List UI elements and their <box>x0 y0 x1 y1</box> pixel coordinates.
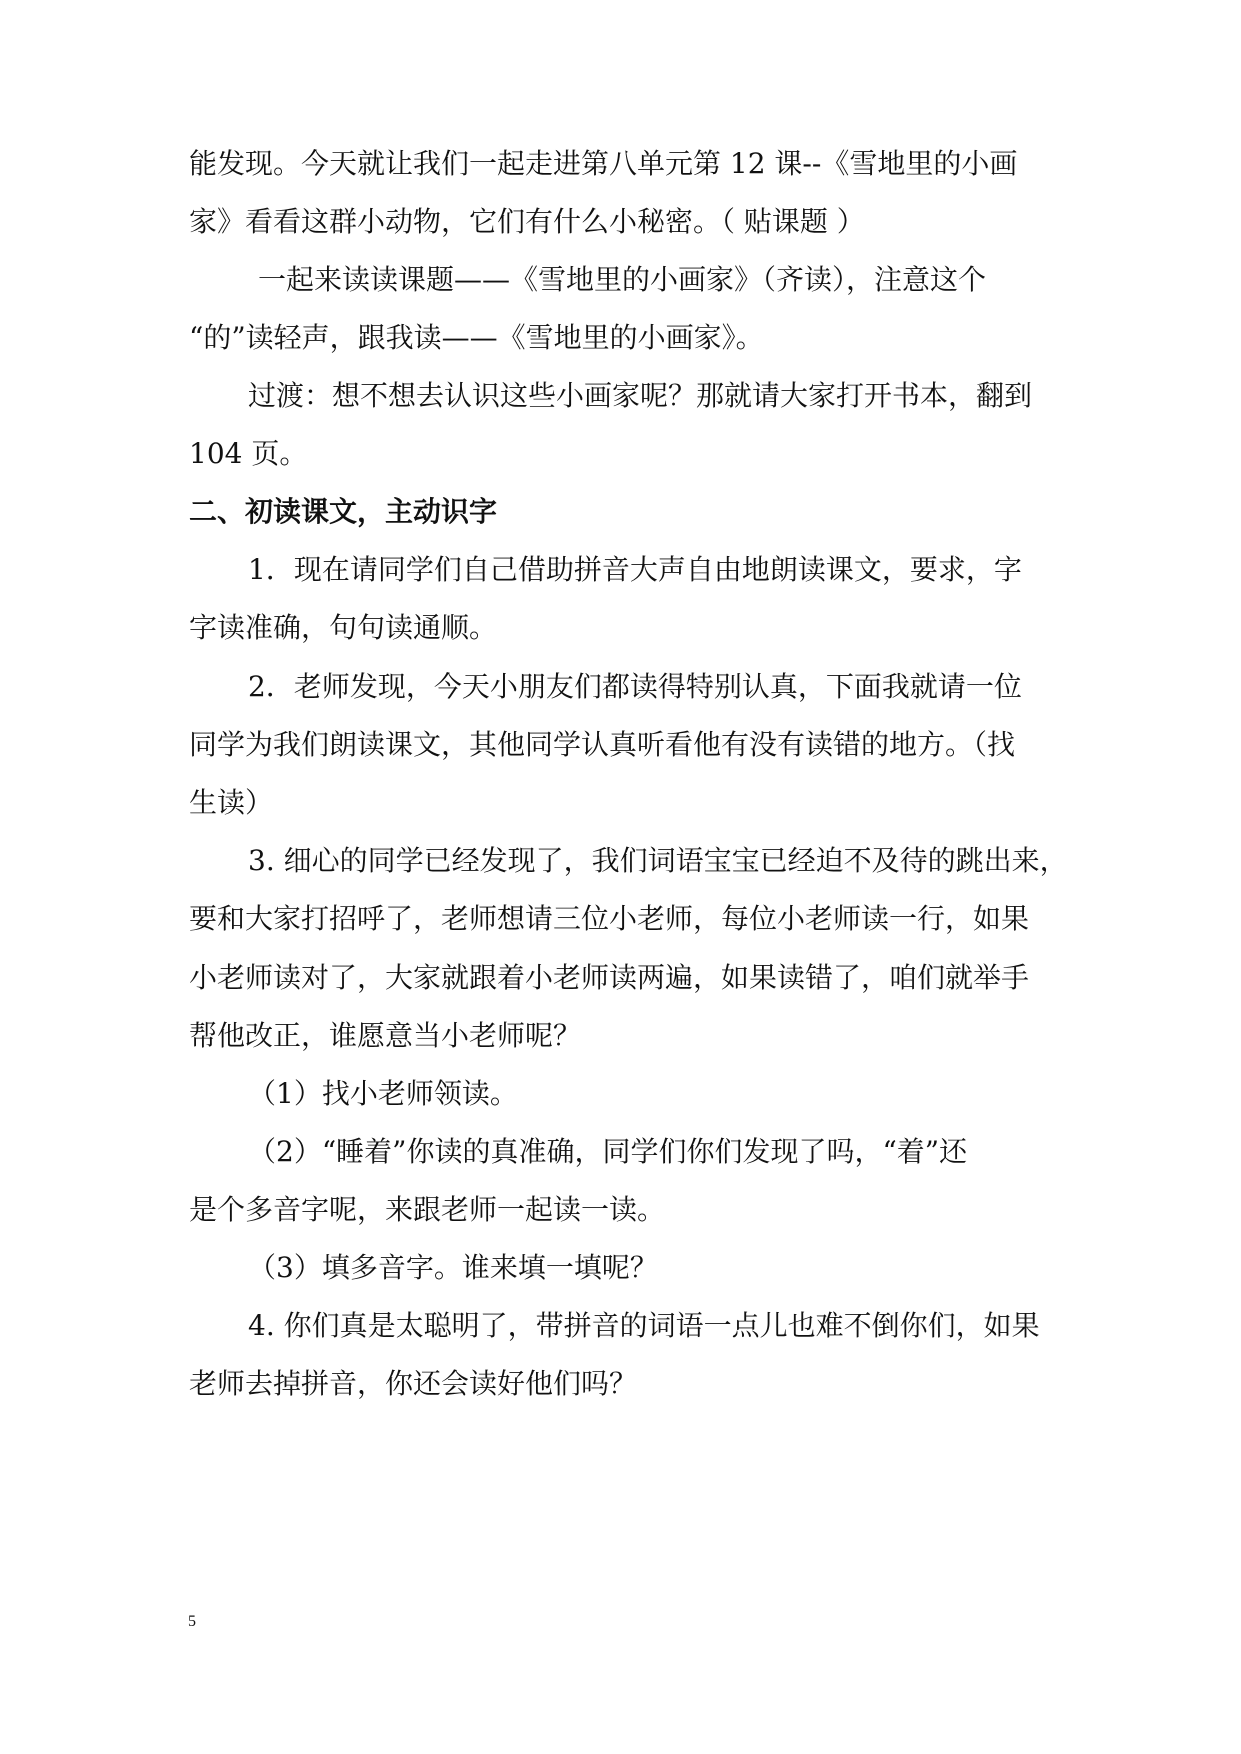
paragraph-line: 老师去掉拼音，你还会读好他们吗？ <box>189 1367 638 1400</box>
paragraph-line: 同学为我们朗读课文，其他同学认真听看他有没有读错的地方。（找 <box>189 728 1016 761</box>
paragraph-line: 小老师读对了，大家就跟着小老师读两遍，如果读错了，咱们就举手 <box>189 961 1030 994</box>
paragraph-line: 3. 细心的同学已经发现了，我们词语宝宝已经迫不及待的跳出来， <box>248 844 1068 877</box>
paragraph-line: “的”读轻声，跟我读——《雪地里的小画家》。 <box>189 321 764 354</box>
paragraph-line: 家》看看这群小动物，它们有什么小秘密。（ 贴课题 ） <box>189 205 865 238</box>
paragraph-line: 过渡：想不想去认识这些小画家呢？那就请大家打开书本，翻到 <box>248 379 1033 412</box>
list-item: （2）“睡着”你读的真准确，同学们你们发现了吗，“着”还 <box>248 1135 968 1168</box>
paragraph-line: 2．老师发现，今天小朋友们都读得特别认真，下面我就请一位 <box>248 670 1022 703</box>
list-item: （1）找小老师领读。 <box>248 1077 518 1110</box>
paragraph-line: 104 页。 <box>189 437 308 470</box>
paragraph-line: 帮他改正，谁愿意当小老师呢？ <box>189 1019 582 1052</box>
paragraph-line: 一起来读读课题——《雪地里的小画家》（齐读），注意这个 <box>258 263 987 296</box>
paragraph-line: 生读） <box>189 786 274 819</box>
list-item: （3）填多音字。谁来填一填呢？ <box>248 1251 658 1284</box>
paragraph-line: 字读准确，句句读通顺。 <box>189 611 498 644</box>
section-heading: 二、初读课文，主动识字 <box>189 495 498 528</box>
paragraph-line: 能发现。今天就让我们一起走进第八单元第 12 课--《雪地里的小画 <box>189 147 1018 180</box>
paragraph-line: 要和大家打招呼了，老师想请三位小老师，每位小老师读一行，如果 <box>189 902 1030 935</box>
paragraph-line: 4. 你们真是太聪明了，带拼音的词语一点儿也难不倒你们，如果 <box>248 1309 1040 1342</box>
page-number: 5 <box>188 1613 196 1630</box>
paragraph-line: 1．现在请同学们自己借助拼音大声自由地朗读课文，要求，字 <box>248 553 1022 586</box>
paragraph-line: 是个多音字呢，来跟老师一起读一读。 <box>189 1193 666 1226</box>
